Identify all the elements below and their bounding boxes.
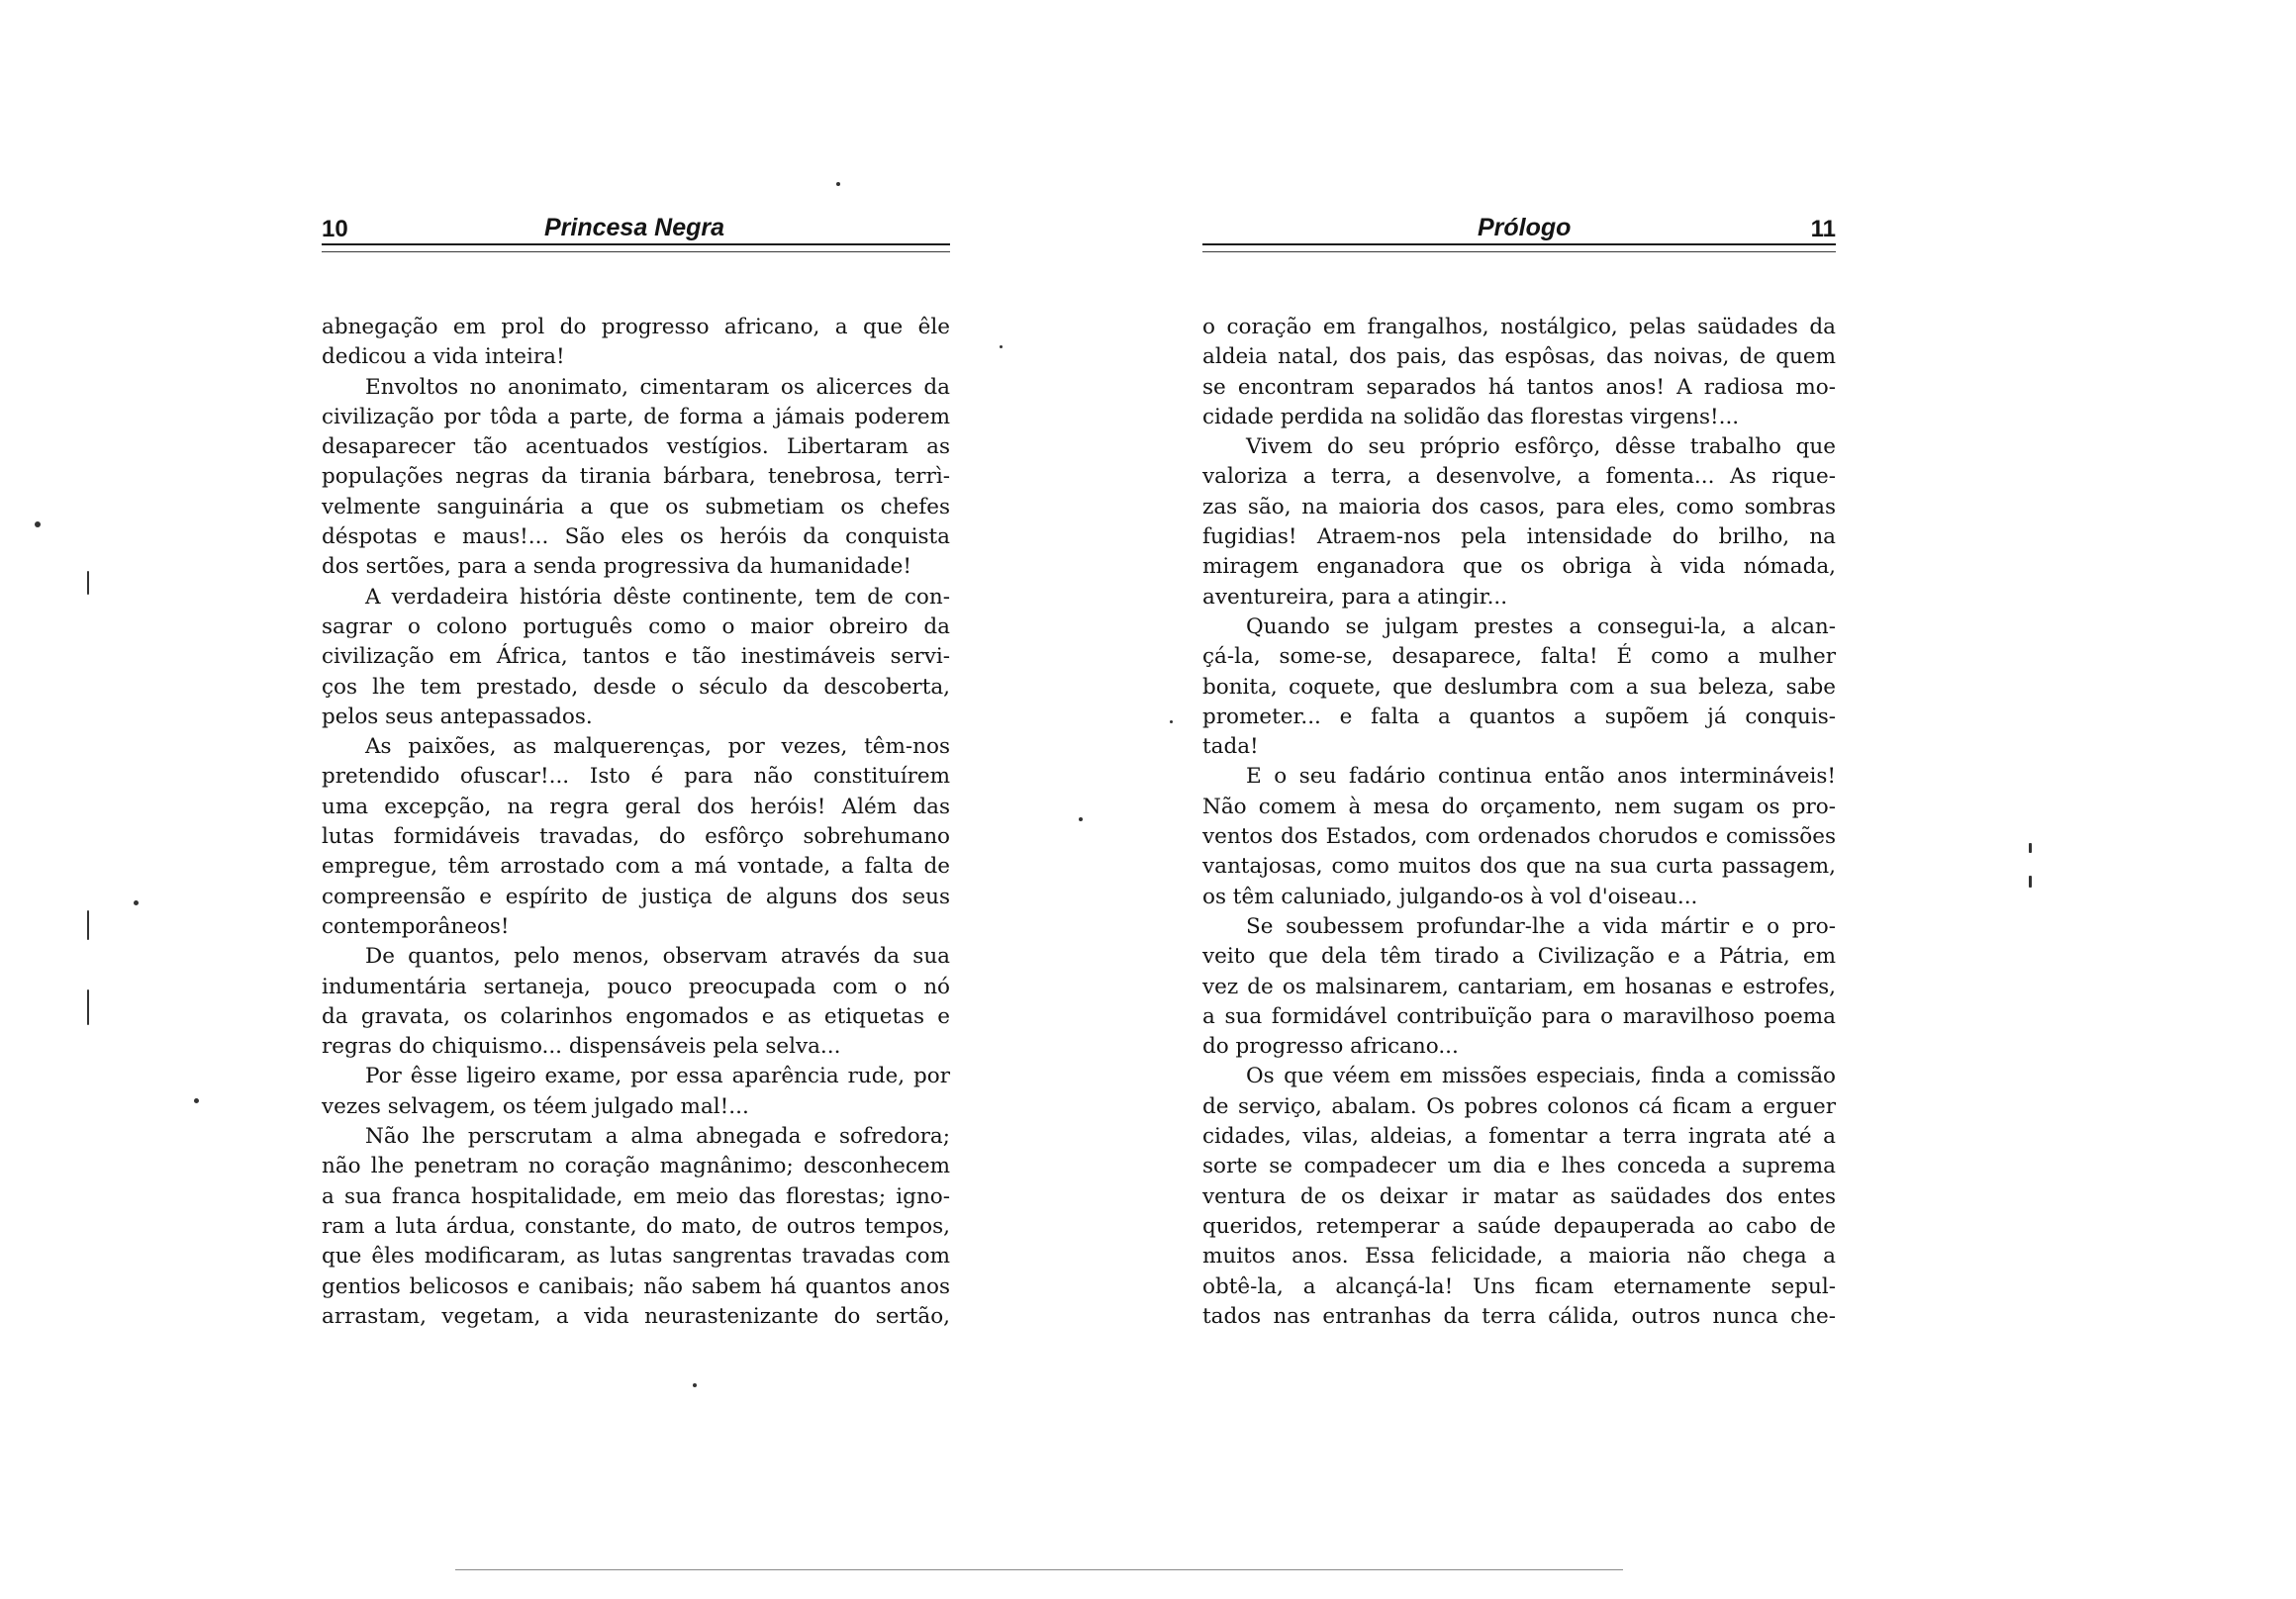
text-line: indumentária sertaneja, pouco preocupada com o nó <box>322 974 950 999</box>
text-line: ços lhe tem prestado, desde o século da descoberta, <box>322 674 950 700</box>
scan-speck <box>693 1383 697 1387</box>
text-line: compreensão e espírito de justiça de alguns dos seus <box>322 884 950 909</box>
page-bottom-rule <box>455 1569 1623 1570</box>
text-line: bonita, coquete, que deslumbra com a sua beleza, sabe <box>1202 674 1836 700</box>
scan-speck <box>35 521 41 527</box>
text-line: Não lhe perscrutam a alma abnegada e sofredora; <box>365 1124 950 1150</box>
scan-speck <box>2029 876 2032 888</box>
left-header-rule-thin <box>322 251 950 252</box>
right-header-rule-thin <box>1202 251 1836 252</box>
text-line: do progresso africano... <box>1202 1034 1459 1060</box>
scan-speck <box>2029 843 2032 853</box>
text-line: prometer... e falta a quantos a supõem já conquis- <box>1202 704 1836 729</box>
text-line: çá-la, some-se, desaparece, falta! É como a mulher <box>1202 644 1836 670</box>
left-header-rule <box>322 243 950 245</box>
text-line: muitos anos. Essa felicidade, a maioria não chega a <box>1202 1244 1836 1270</box>
scan-speck <box>87 989 89 1025</box>
text-line: sorte se compadecer um dia e lhes conceda a suprema <box>1202 1154 1836 1179</box>
text-line: Os que véem em missões especiais, finda a comissão <box>1246 1064 1836 1089</box>
text-line: cidade perdida na solidão das florestas virgens!... <box>1202 404 1740 429</box>
text-line: se encontram separados há tantos anos! A radiosa mo- <box>1202 374 1836 400</box>
left-page-number: 10 <box>322 216 348 242</box>
text-line: contemporâneos! <box>322 913 510 939</box>
text-line: abnegação em prol do progresso africano, a que êle <box>322 315 950 339</box>
text-line: gentios belicosos e canibais; não sabem há quantos anos <box>322 1273 950 1299</box>
scan-speck <box>1170 720 1173 723</box>
text-line: não lhe penetram no coração magnânimo; desconhecem <box>322 1154 950 1179</box>
text-line: veito que dela têm tirado a Civilização e a Pátria, em <box>1202 944 1836 970</box>
text-line: aldeia natal, dos pais, das espôsas, das noivas, de quem <box>1202 344 1836 370</box>
text-line: dos sertões, para a senda progressiva da humanidade! <box>322 554 912 580</box>
text-line: Por êsse ligeiro exame, por essa aparência rude, por <box>365 1064 950 1089</box>
text-line: populações negras da tirania bárbara, tenebrosa, terrì- <box>322 464 950 490</box>
text-line: a sua franca hospitalidade, em meio das florestas; igno- <box>322 1183 950 1209</box>
text-line: As paixões, as malquerenças, por vezes, têm-nos <box>365 734 950 760</box>
text-line: vezes selvagem, os téem julgado mal!... <box>322 1093 749 1119</box>
scan-speck <box>1000 345 1003 348</box>
text-line: o coração em frangalhos, nostálgico, pelas saüdades da <box>1202 315 1836 339</box>
text-line: pretendido ofuscar!... Isto é para não constituírem <box>322 764 950 790</box>
scan-speck <box>87 910 89 940</box>
text-line: déspotas e maus!... São eles os heróis da conquista <box>322 524 950 550</box>
text-line: cidades, vilas, aldeias, a fomentar a terra ingrata até a <box>1202 1124 1836 1150</box>
right-page-number: 11 <box>1810 216 1836 242</box>
scan-speck <box>836 182 840 186</box>
text-line: ventura de os deixar ir matar as saüdades dos entes <box>1202 1183 1836 1209</box>
left-running-title: Princesa Negra <box>544 214 725 241</box>
text-line: sagrar o colono português como o maior obreiro da <box>322 613 950 639</box>
text-line: desaparecer tão acentuados vestígios. Libertaram as <box>322 434 950 460</box>
right-header-rule <box>1202 243 1836 245</box>
text-line: pelos seus antepassados. <box>322 704 593 729</box>
text-line: civilização em África, tantos e tão inestimáveis servi- <box>322 644 950 670</box>
text-line: arrastam, vegetam, a vida neurastenizante do sertão, <box>322 1303 950 1329</box>
right-body-text <box>1202 313 1836 1332</box>
text-line: fugidias! Atraem-nos pela intensidade do brilho, na <box>1202 524 1836 550</box>
text-line: da gravata, os colarinhos engomados e as etiquetas e <box>322 1003 950 1029</box>
text-line: Se soubessem profundar-lhe a vida mártir e o pro- <box>1246 913 1836 939</box>
text-line: zas são, na maioria dos casos, para eles, como sombras <box>1202 494 1836 519</box>
text-line: que êles modificaram, as lutas sangrentas travadas com <box>322 1244 950 1270</box>
scan-speck <box>134 900 139 905</box>
text-line: Envoltos no anonimato, cimentaram os alicerces da <box>365 374 950 400</box>
text-line: de serviço, abalam. Os pobres colonos cá ficam a erguer <box>1202 1093 1836 1119</box>
left-body-text <box>322 313 950 1332</box>
text-line: lutas formidáveis travadas, do esfôrço sobrehumano <box>322 824 950 850</box>
text-line: velmente sanguinária a que os submetiam os chefes <box>322 494 950 519</box>
text-line: a sua formidável contribuïção para o maravilhoso poema <box>1202 1003 1836 1029</box>
text-line: os têm caluniado, julgando-os à vol d'oiseau... <box>1202 884 1698 909</box>
text-line: obtê-la, a alcançá-la! Uns ficam eternamente sepul- <box>1202 1273 1836 1299</box>
scan-speck <box>1079 817 1083 821</box>
text-line: ram a luta árdua, constante, do mato, de outros tempos, <box>322 1213 950 1239</box>
text-line: A verdadeira história dêste continente, tem de con- <box>365 584 950 610</box>
text-line: ventos dos Estados, com ordenados chorudos e comissões <box>1202 824 1836 850</box>
text-line: civilização por tôda a parte, de forma a jámais poderem <box>322 404 950 429</box>
text-line: empregue, têm arrostado com a má vontade, a falta de <box>322 854 950 880</box>
text-line: vantajosas, como muitos dos que na sua curta passagem, <box>1202 854 1836 880</box>
text-line: regras do chiquismo... dispensáveis pela selva... <box>322 1034 841 1060</box>
text-line: tados nas entranhas da terra cálida, outros nunca che- <box>1202 1303 1836 1329</box>
text-line: miragem enganadora que os obriga à vida nómada, <box>1202 554 1836 580</box>
text-line: aventureira, para a atingir... <box>1202 584 1508 610</box>
scan-speck <box>87 571 89 595</box>
right-running-title: Prólogo <box>1478 214 1572 241</box>
text-line: Vivem do seu próprio esfôrço, dêsse trabalho que <box>1246 434 1836 460</box>
text-line: uma excepção, na regra geral dos heróis! Além das <box>322 794 950 819</box>
text-line: dedicou a vida inteira! <box>322 344 565 370</box>
text-line: queridos, retemperar a saúde depauperada ao cabo de <box>1202 1213 1836 1239</box>
text-line: valoriza a terra, a desenvolve, a fomenta... As rique- <box>1202 464 1836 490</box>
text-line: vez de os malsinarem, cantariam, em hosanas e estrofes, <box>1202 974 1836 999</box>
text-line: De quantos, pelo menos, observam através da sua <box>365 944 950 970</box>
text-line: tada! <box>1202 734 1259 760</box>
text-line: E o seu fadário continua então anos intermináveis! <box>1246 764 1836 790</box>
scan-speck <box>194 1098 199 1103</box>
text-line: Não comem à mesa do orçamento, nem sugam os pro- <box>1202 794 1836 819</box>
text-line: Quando se julgam prestes a consegui-la, a alcan- <box>1246 613 1836 639</box>
